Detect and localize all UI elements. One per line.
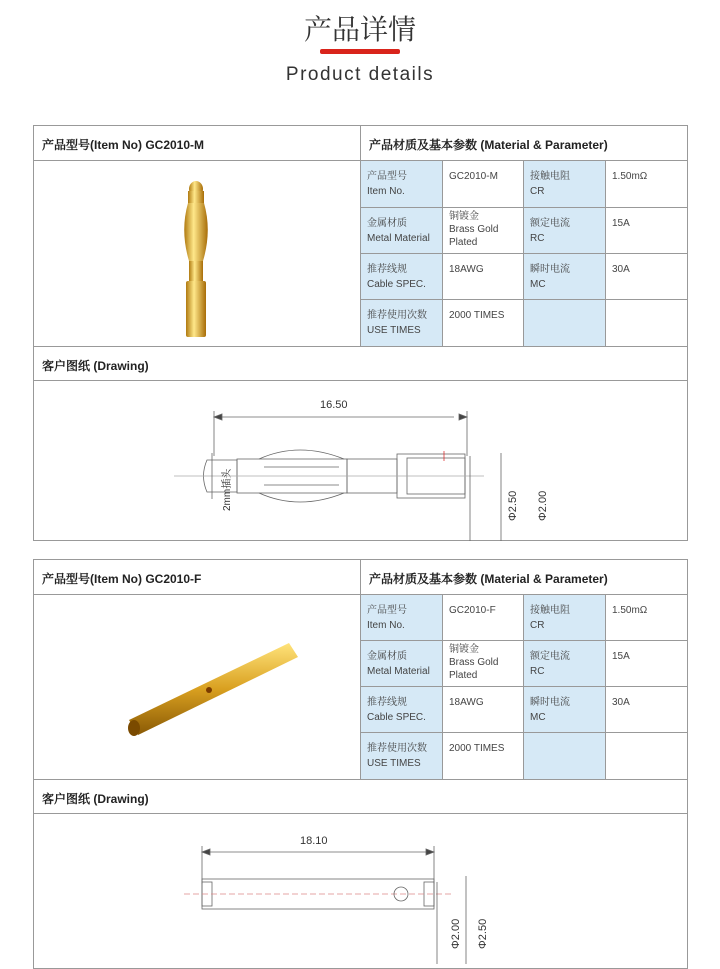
param-header: 产品材质及基本参数 (Material & Parameter) [361,126,687,161]
value: 1.50mΩ [612,171,648,182]
label-en: Metal Material [367,233,430,244]
param-grid [361,161,688,346]
dim-length: 18.10 [300,835,328,847]
drawing-header: 客户图纸 (Drawing) [34,346,687,381]
label-cn: 推荐使用次数 [367,310,427,321]
female-connector-image [34,595,360,779]
label-en: MC [530,279,546,290]
label-cn: 产品型号 [367,605,407,616]
label-en: MC [530,712,546,723]
value: 铜镀金 [449,644,479,655]
value: GC2010-M [449,171,498,182]
value: 2000 TIMES [449,310,505,321]
value: 15A [612,651,630,662]
label-cn: 额定电流 [530,218,570,229]
dim-tip: 2mm插头 [222,468,233,511]
male-drawing [34,381,687,541]
label-cn: 推荐使用次数 [367,743,427,754]
label-en: RC [530,666,545,677]
label-en: CR [530,186,545,197]
product-photo [34,161,361,346]
value: 铜镀金 [449,211,479,222]
product-photo [34,595,361,779]
param-grid [361,595,688,779]
dim-d2: Φ2.00 [537,490,549,521]
empty-cell [606,733,688,779]
label-cn: 金属材质 [367,651,407,662]
value: 2000 TIMES [449,743,505,754]
label-en: USE TIMES [367,325,421,336]
label-cn: 金属材质 [367,218,407,229]
product-table-female [33,559,688,969]
male-connector-image [34,161,360,346]
empty-cell [524,300,606,346]
dim-d1: Φ2.00 [450,918,462,949]
item-header: 产品型号(Item No) GC2010-F [34,560,361,595]
value: 30A [612,264,630,275]
drawing-header: 客户图纸 (Drawing) [34,779,687,814]
page-title: 产品详情 [303,13,416,46]
drawing-female [34,814,687,964]
label-cn: 额定电流 [530,651,570,662]
label-cn: 接触电阻 [530,171,570,182]
dim-d1: Φ2.50 [507,490,519,521]
label-en: Cable SPEC. [367,712,426,723]
page-subtitle: Product details [285,64,435,85]
label-cn: 推荐线规 [367,264,407,275]
dim-length: 16.50 [320,399,348,411]
label-en: Metal Material [367,666,430,677]
label-cn: 瞬时电流 [530,264,570,275]
value: 18AWG [449,697,484,708]
label-cn: 瞬时电流 [530,697,570,708]
label-en: Item No. [367,620,405,631]
param-header: 产品材质及基本参数 (Material & Parameter) [361,560,687,595]
label-cn: 产品型号 [367,171,407,182]
empty-cell [524,733,606,779]
label-cn: 接触电阻 [530,605,570,616]
dim-d2: Φ2.50 [477,918,489,949]
value-en: Brass Gold Plated [449,657,499,681]
drawing-male [34,381,687,541]
empty-cell [606,300,688,346]
value-en: Brass Gold Plated [449,224,499,248]
label-en: RC [530,233,545,244]
label-cn: 推荐线规 [367,697,407,708]
title-divider [320,49,400,54]
value: 18AWG [449,264,484,275]
label-en: Cable SPEC. [367,279,426,290]
product-table-male [33,125,688,541]
label-en: CR [530,620,545,631]
label-en: Item No. [367,186,405,197]
label-en: USE TIMES [367,758,421,769]
female-drawing [34,814,687,964]
value: 15A [612,218,630,229]
value: GC2010-F [449,605,496,616]
value: 30A [612,697,630,708]
value: 1.50mΩ [612,605,648,616]
item-header: 产品型号(Item No) GC2010-M [34,126,361,161]
